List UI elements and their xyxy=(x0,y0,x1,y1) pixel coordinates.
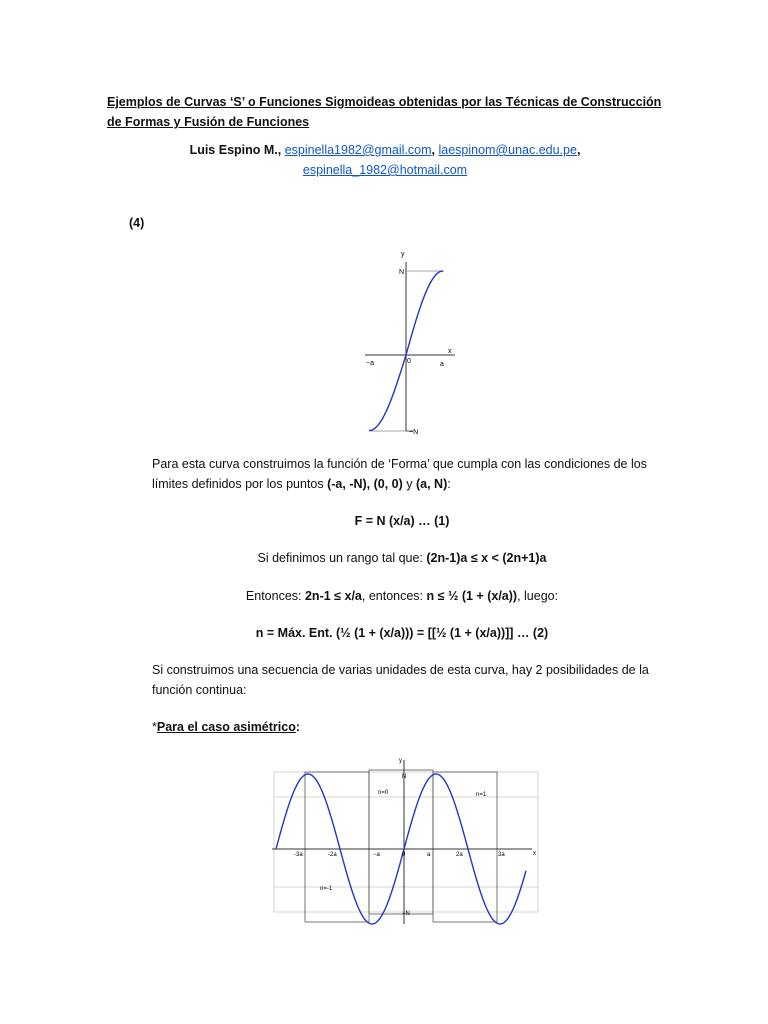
email-link-2[interactable]: laespinom@unac.edu.pe xyxy=(438,143,577,157)
x-axis-label: x xyxy=(533,851,536,857)
n-label: N xyxy=(402,774,407,780)
equation-2: n = Máx. Ent. (½ (1 + (x/a))) = [[½ (1 + (x/a))]] … (2) xyxy=(255,626,549,640)
y-axis-label: y xyxy=(399,758,402,764)
paragraph-2: Si definimos un rango tal que: (2n-1)a ≤ x < (2n+1)a xyxy=(257,551,547,565)
x-axis-label: x xyxy=(448,348,452,355)
paragraph-3: Entonces: 2n-1 ≤ x/a, entonces: n ≤ ½ (1 + (x/a)), luego: xyxy=(245,589,559,603)
unit-box-n-minus-1 xyxy=(305,772,369,922)
n1-label: n=1 xyxy=(476,792,487,798)
n0-label: n=0 xyxy=(378,790,389,796)
n-minus-1-label: n=-1 xyxy=(320,886,333,892)
unit-box-n1 xyxy=(433,772,497,922)
section-label: (4) xyxy=(129,216,145,230)
document-title: Ejemplos de Curvas ‘S’ o Funciones Sigmoideas obtenidas por las Técnicas de Construcción de Formas y Fusión de Funciones xyxy=(107,95,662,129)
tick-neg-2a: -2a xyxy=(328,852,337,858)
n-label: N xyxy=(399,269,405,276)
tick-2a: 2a xyxy=(456,852,463,858)
tick-3a: 3a xyxy=(498,852,505,858)
email-link-3[interactable]: espinella_1982@hotmail.com xyxy=(302,163,468,177)
author-line: Luis Espino M., espinella1982@gmail.com, laespinom@unac.edu.pe, espinella_1982@hotmail.com xyxy=(189,143,581,177)
equation-1: F = N (x/a) … (1) xyxy=(354,514,450,528)
tick-neg-a: −a xyxy=(373,852,380,858)
email-link-1[interactable]: espinella1982@gmail.com xyxy=(284,143,432,157)
y-axis-label: y xyxy=(401,251,405,258)
author-name: Luis Espino M., xyxy=(189,143,282,157)
origin-label: 0 xyxy=(407,358,411,365)
sigmoid-figure xyxy=(355,246,465,438)
neg-a-label: −a xyxy=(366,360,374,367)
tick-neg-3a: -3a xyxy=(294,852,303,858)
periodic-figure xyxy=(268,752,548,928)
case-heading: *Para el caso asimétrico: xyxy=(152,720,301,734)
tick-origin: 0 xyxy=(402,852,406,858)
paragraph-4: Si construimos una secuencia de varias unidades de esta curva, hay 2 posibilidades de la función continua: xyxy=(152,663,649,697)
paragraph-1: Para esta curva construimos la función de ‘Forma’ que cumpla con las condiciones de los límites definidos por los puntos (-a, -N), (0, 0) y (a, N): xyxy=(152,457,647,491)
neg-n-label: −N xyxy=(402,911,410,917)
neg-n-label: −N xyxy=(409,429,419,436)
a-label: a xyxy=(440,361,444,368)
tick-a: a xyxy=(427,852,431,858)
